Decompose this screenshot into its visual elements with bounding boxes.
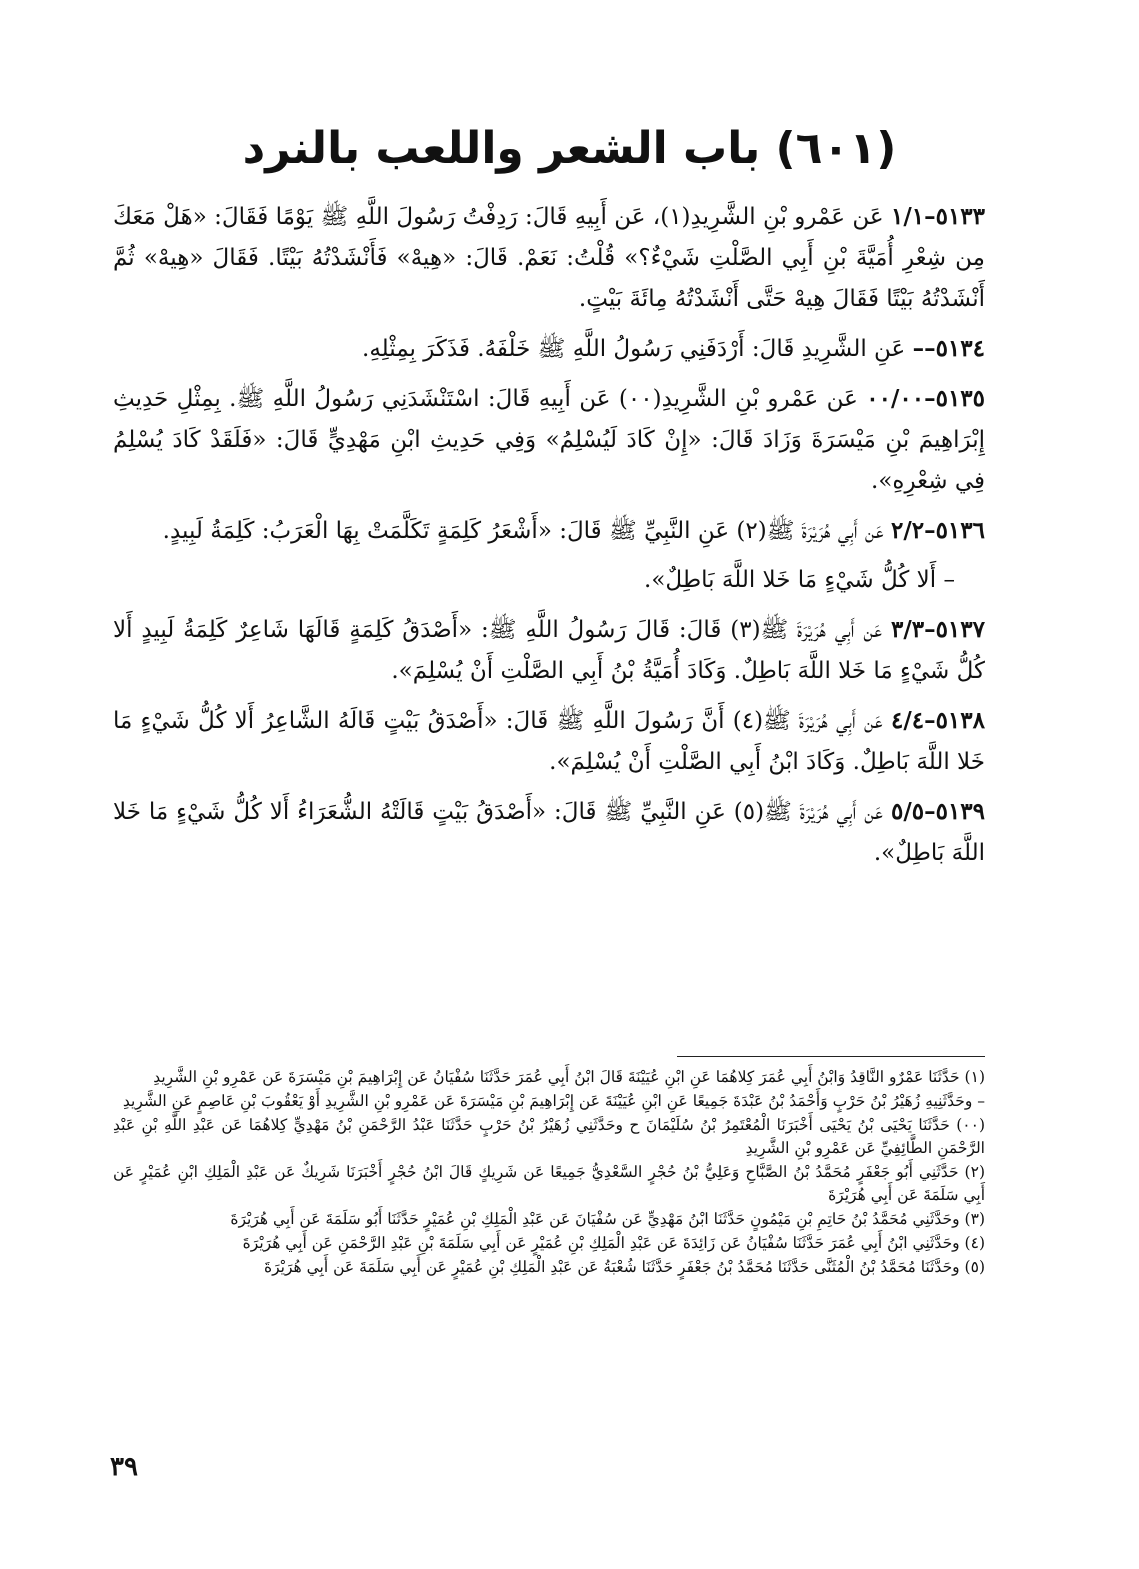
hadith-5135: [113, 378, 985, 502]
chapter-title: (٦٠١) باب الشعر واللعب بالنرد: [242, 123, 897, 174]
footnote-1: (١) حَدَّثَنَا عَمْرٌو النَّاقِدُ وَابْنُ أَبِي عُمَرَ كِلاهُمَا عَنِ ابْنِ عُيَيْنَةَ قَالَ ابْنُ أَبِي عُمَرَ حَدَّثَنَا سُفْيَانُ عَن إِبْرَاهِيمَ بْنِ مَيْسَرَةَ عَن عَمْرِو بْنِ الشَّرِيدِ: [153, 1068, 985, 1086]
hadith-number: ٥١٣٥–٠٠/٠٠: [866, 385, 986, 412]
footnotes: [113, 1066, 985, 1280]
footnote-3: (٣) وحَدَّثَنِي مُحَمَّدُ بْنُ حَاتِمِ بْنِ مَيْمُونٍ حَدَّثَنَا ابْنُ مَهْدِيٍّ عَن سُفْيَانَ عَن عَبْدِ الْمَلِكِ بْنِ عُمَيْرٍ حَدَّثَنَا أَبُو سَلَمَةَ عَن أَبِي هُرَيْرَةَ: [230, 1210, 985, 1228]
footnote-1-alt: – وحَدَّثَنِيهِ زُهَيْرُ بْنُ حَرْبٍ وَأَحْمَدُ بْنُ عَبْدَةَ جَمِيعًا عَنِ ابْنِ عُيَيْنَةَ عَن إِبْرَاهِيمَ بْنِ مَيْسَرَةَ عَن عَمْرِو بْنِ الشَّرِيدِ أَوْ يَعْقُوبَ بْنِ عَاصِمٍ عَنِ الشَّرِيدِ: [122, 1092, 985, 1110]
hadith-text: عَن أَبِي هُرَيْرَةَ ﷺ(٤) أَنَّ رَسُولَ اللَّهِ ﷺ قَالَ: «أَصْدَقُ بَيْتٍ قَالَهُ الشَّاعِرُ أَلا كُلُّ شَيْءٍ مَا خَلا اللَّهَ بَاطِلٌ. وَكَادَ ابْنُ أَبِي الصَّلْتِ أَنْ يُسْلِمَ».: [113, 708, 985, 775]
footnote-4: (٤) وحَدَّثَنِي ابْنُ أَبِي عُمَرَ حَدَّثَنَا سُفْيَانُ عَن زَائِدَةَ عَن عَبْدِ الْمَلِكِ بْنِ عُمَيْرٍ عَن أَبِي سَلَمَةَ بْنِ عَبْدِ الرَّحْمَنِ عَن أَبِي هُرَيْرَةَ: [242, 1234, 985, 1252]
hadith-number: ٥١٣٤––: [912, 335, 985, 362]
hadith-5133: [113, 196, 985, 320]
hadith-number: ٥١٣٧–٣/٣: [890, 616, 985, 643]
footnote-00: (٠٠) حَدَّثَنَا يَحْيَى بْنُ يَحْيَى أَخْبَرَنَا الْمُعْتَمِرُ بْنُ سُلَيْمَانَ ح وحَدَّثَنِي زُهَيْرُ بْنُ حَرْبٍ حَدَّثَنَا عَبْدُ الرَّحْمَنِ بْنُ مَهْدِيٍّ كِلاهُمَا عَن عَبْدِ اللَّهِ بْنِ عَبْدِ الرَّحْمَنِ الطَّائِفِيِّ عَن عَمْرِو بْنِ الشَّرِيدِ: [113, 1116, 985, 1157]
hadith-text: عَن أَبِي هُرَيْرَةَ ﷺ(٣) قَالَ: قَالَ رَسُولُ اللَّهِ ﷺ: «أَصْدَقُ كَلِمَةٍ قَالَهَا شَاعِرٌ كَلِمَةُ لَبِيدٍ أَلا كُلُّ شَيْءٍ مَا خَلا اللَّهَ بَاطِلٌ. وَكَادَ أُمَيَّةُ بْنُ أَبِي الصَّلْتِ أَنْ يُسْلِمَ».: [113, 617, 985, 684]
hadith-5134: [113, 328, 985, 370]
hadith-5139: [113, 791, 985, 874]
hadith-number: ٥١٣٨–٤/٤: [890, 707, 985, 734]
hadith-text: عَن عَمْرو بْنِ الشَّرِيدِ(٠٠) عَن أَبِيهِ قَالَ: اسْتَنْشَدَنِي رَسُولُ اللَّهِ ﷺ. بِمِثْلِ حَدِيثِ إِبْرَاهِيمَ بْنِ مَيْسَرَةَ وَزَادَ قَالَ: «إِنْ كَادَ لَيُسْلِمُ» وَفِي حَدِيثِ ابْنِ مَهْدِيٍّ قَالَ: «فَلَقَدْ كَادَ يُسْلِمُ فِي شِعْرِهِ».: [113, 386, 985, 494]
footnote-2: (٢) حَدَّثَنِي أَبُو جَعْفَرٍ مُحَمَّدُ بْنُ الصَّبَّاحِ وَعَلِيُّ بْنُ حُجْرٍ السَّعْدِيُّ جَمِيعًا عَن شَرِيكٍ قَالَ ابْنُ حُجْرٍ أَخْبَرَنَا شَرِيكٌ عَن عَبْدِ الْمَلِكِ ابْنِ عُمَيْرٍ عَن أَبِي سَلَمَةَ عَن أَبِي هُرَيْرَةَ: [113, 1163, 985, 1204]
footnote-divider: [677, 1056, 985, 1057]
hadith-5137: [113, 609, 985, 692]
footnote-5: (٥) وحَدَّثَنَا مُحَمَّدُ بْنُ الْمُثَنَّى حَدَّثَنَا مُحَمَّدُ بْنُ جَعْفَرٍ حَدَّثَنَا شُعْبَةُ عَن عَبْدِ الْمَلِكِ بْنِ عُمَيْرٍ عَن أَبِي سَلَمَةَ عَن أَبِي هُرَيْرَةَ: [263, 1258, 985, 1276]
hadith-body: [113, 196, 985, 882]
hadith-text: عَن أَبِي هُرَيْرَةَ ﷺ(٢) عَنِ النَّبِيِّ ﷺ قَالَ: «أَشْعَرُ كَلِمَةٍ تَكَلَّمَتْ بِهَا الْعَرَبُ: كَلِمَةُ لَبِيدٍ.: [162, 518, 884, 544]
hadith-text: عَنِ الشَّرِيدِ قَالَ: أَرْدَفَنِي رَسُولُ اللَّهِ ﷺ خَلْفَهُ. فَذَكَرَ بِمِثْلِهِ.: [362, 336, 906, 362]
hadith-number: ٥١٣٩–٥/٥: [890, 798, 986, 825]
hadith-text: عَن أَبِي هُرَيْرَةَ ﷺ(٥) عَنِ النَّبِيِّ ﷺ قَالَ: «أَصْدَقُ بَيْتٍ قَالَتْهُ الشُّعَرَاءُ أَلا كُلُّ شَيْءٍ مَا خَلا اللَّهَ بَاطِلٌ».: [113, 799, 985, 866]
page-number: ٣٩: [110, 1452, 138, 1482]
hadith-number: ٥١٣٦–٢/٢: [890, 517, 985, 544]
hadith-5138: [113, 700, 985, 783]
hadith-5136: [113, 510, 985, 552]
hadith-text: عَن عَمْرو بْنِ الشَّرِيدِ(١)، عَن أَبِيهِ قَالَ: رَدِفْتُ رَسُولَ اللَّهِ ﷺ يَوْمًا فَقَالَ: «هَلْ مَعَكَ مِن شِعْرِ أُمَيَّةَ بْنِ أَبِي الصَّلْتِ شَيْءٌ؟» قُلْتُ: نَعَمْ. قَالَ: «هِيهْ» فَأَنْشَدْتُهُ بَيْتًا. فَقَالَ «هِيهْ» ثُمَّ أَنْشَدْتُهُ بَيْتًا فَقَالَ هِيهْ حَتَّى أَنْشَدْتُهُ مِائَةَ بَيْتٍ.: [113, 204, 985, 312]
poetry-verse: – أَلا كُلُّ شَيْءٍ مَا خَلا اللَّهَ بَاطِلٌ».: [644, 567, 955, 593]
hadith-number: ٥١٣٣–١/١: [890, 203, 986, 230]
